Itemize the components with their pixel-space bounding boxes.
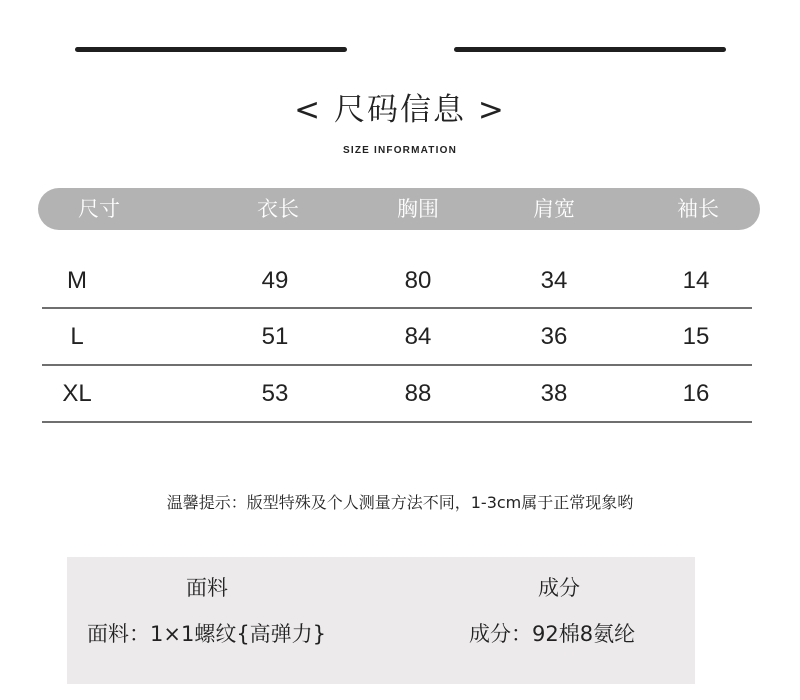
- chest-cell: 84: [404, 323, 432, 350]
- shoulder-cell: 38: [540, 380, 568, 407]
- page-subtitle: SIZE INFORMATION: [342, 145, 457, 156]
- header-chest: 胸围: [397, 197, 439, 221]
- material-info-box: [67, 557, 695, 684]
- sleeve-cell: 14: [682, 267, 710, 294]
- fabric-title: 面料: [186, 576, 228, 600]
- chest-cell: 80: [404, 267, 432, 294]
- size-cell: L: [70, 323, 84, 350]
- measurement-notice: 温馨提示：版型特殊及个人测量方法不同，1-3cm属于正常现象哟: [166, 493, 634, 512]
- header-length: 衣长: [257, 197, 299, 221]
- header-sleeve: 袖长: [677, 197, 719, 221]
- length-cell: 53: [261, 380, 289, 407]
- shoulder-cell: 36: [540, 323, 568, 350]
- composition-detail: 成分：92棉8氨纶: [469, 622, 636, 646]
- length-cell: 49: [261, 267, 289, 294]
- shoulder-cell: 34: [540, 267, 568, 294]
- table-row: [42, 366, 752, 423]
- header-shoulder: 肩宽: [533, 197, 575, 221]
- sleeve-cell: 15: [682, 323, 710, 350]
- size-cell: XL: [62, 380, 92, 407]
- page-title: < 尺码信息 >: [294, 92, 506, 128]
- table-row: [42, 309, 752, 366]
- length-cell: 51: [261, 323, 289, 350]
- table-row: [42, 253, 752, 309]
- top-left-decorative-line: [75, 47, 347, 52]
- size-table: [42, 253, 752, 423]
- composition-title: 成分: [538, 576, 580, 600]
- top-right-decorative-line: [454, 47, 726, 52]
- size-cell: M: [67, 267, 87, 294]
- fabric-detail: 面料：1×1螺纹{高弹力}: [87, 622, 327, 646]
- size-table-header: [38, 188, 760, 230]
- header-size: 尺寸: [78, 197, 120, 221]
- chest-cell: 88: [404, 380, 432, 407]
- sleeve-cell: 16: [682, 380, 710, 407]
